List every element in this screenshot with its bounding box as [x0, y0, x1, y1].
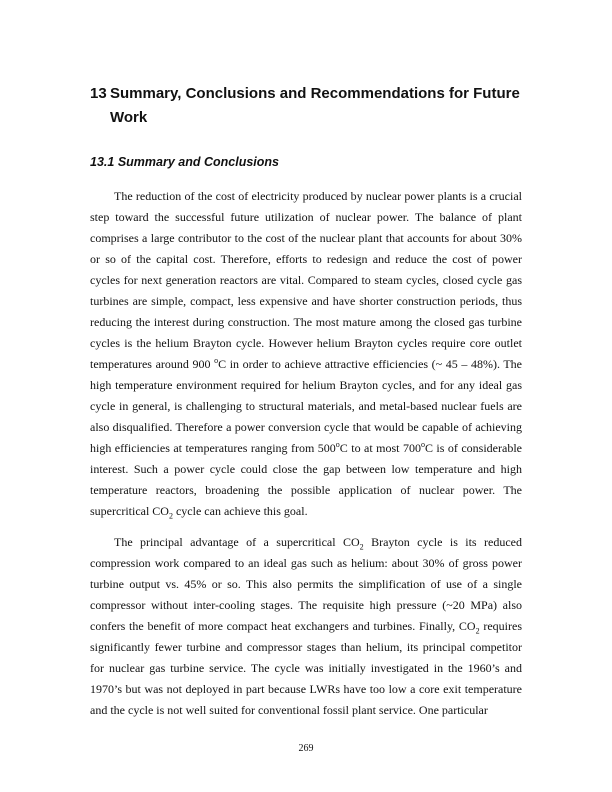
paragraph-1	[90, 186, 522, 522]
chapter-heading	[90, 82, 530, 130]
paragraph-2-text: Brayton cycle is its reduced compression work compared to an ideal gas such as helium: about 30% of gross power turbine output vs. 45% or so. This also permits the simplification of use of a single compressor without inter-cooling stages. The requisite high pressure (~20 MPa) also confers the benefit of more compact heat exchangers and turbines. Finally, CO	[90, 535, 522, 633]
paragraph-2-text: The principal advantage of a supercritical CO	[114, 535, 360, 549]
paragraph-1-text: The reduction of the cost of electricity produced by nuclear power plants is a crucial step toward the successful future utilization of nuclear power. The balance of plant comprises a large contributor to the cost of the nuclear plant that accounts for about 30% or so of the capital cost. Therefore, efforts to redesign and reduce the cost of power cycles for next generation reactors are vital. Compared to steam cycles, closed cycle gas turbines are simple, compact, less expensive and have shorter construction periods, thus reducing the interest during construction. The most mature among the closed gas turbine cycles is the helium Brayton cycle. However helium Brayton cycles require core outlet temperatures around 900	[90, 189, 522, 371]
page-number: 269	[298, 743, 314, 754]
paragraph-1-text: cycle can achieve this goal.	[172, 504, 308, 518]
paragraph-2	[90, 532, 522, 721]
co2-subscript: 2	[359, 542, 364, 552]
chapter-title: Summary, Conclusions and Recommendations for Future Work	[110, 85, 520, 126]
paragraph-1-text: C to at most 700	[339, 441, 421, 455]
paragraph-1-text: C in order to achieve attractive efficiencies (~ 45 – 48%). The high temperature environment required for helium Brayton cycles, and for any ideal gas cycle in general, is challenging to structural materials, and metal-based nuclear fuels are also disqualified. Therefore a power conversion cycle that would be capable of achieving high efficiencies at temperatures ranging from 500	[90, 357, 523, 455]
degree-superscript: o	[214, 356, 219, 365]
section-heading	[90, 155, 279, 169]
degree-superscript: o	[335, 440, 340, 449]
paragraph-1-text: C is of considerable interest. Such a power cycle could close the gap between low temperature and high temperature reactors, broadening the possible application of nuclear power. The supercritical CO	[90, 441, 522, 518]
co2-subscript: 2	[475, 626, 480, 636]
paragraph-2-text: requires significantly fewer turbine and compressor stages than helium, its principal competitor for nuclear gas turbine service. The cycle was initially investigated in the 1960’s and 1970’s but was not deployed in part because LWRs have too low a core exit temperature and the cycle is not well suited for conventional fossil plant service. One particular	[90, 619, 522, 717]
co2-subscript: 2	[168, 511, 173, 521]
section-number: 13.1	[90, 155, 115, 169]
chapter-number: 13	[90, 85, 107, 102]
degree-superscript: o	[420, 440, 425, 449]
section-title: Summary and Conclusions	[117, 155, 279, 169]
